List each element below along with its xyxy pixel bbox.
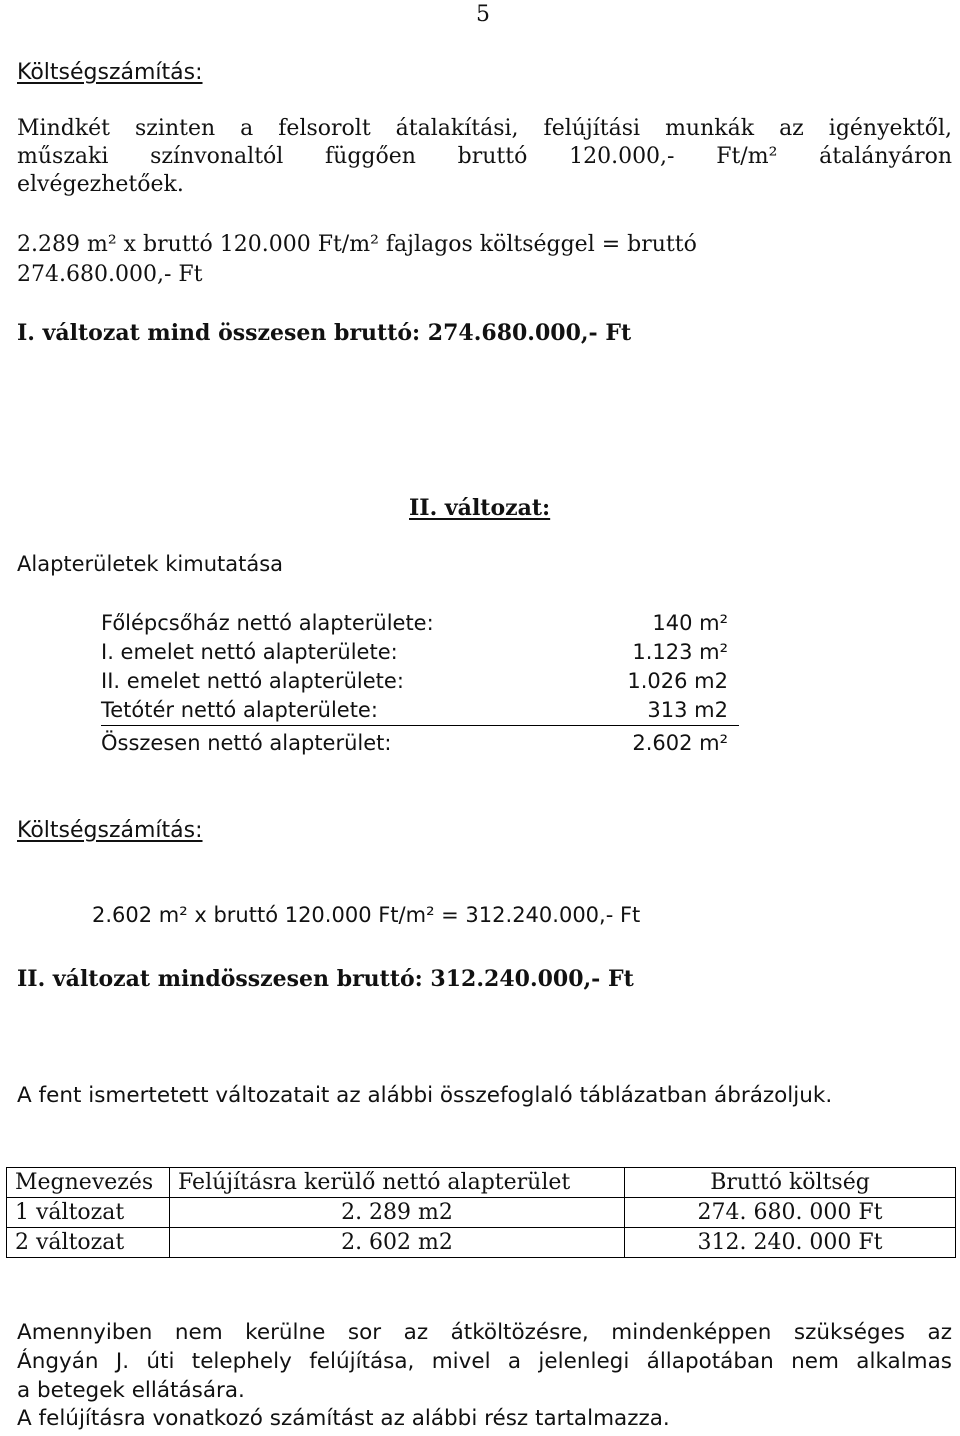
- table-header-row: [7, 1168, 956, 1198]
- area-label-attic: Tetótér nettó alapterülete:: [101, 698, 378, 722]
- table-cell: 1 változat: [7, 1198, 170, 1228]
- table-cell: 2. 602 m2: [170, 1228, 625, 1258]
- variant-2-title: II. változat:: [409, 495, 551, 521]
- intro-paragraph-line-1: Mindkét szinten a felsorolt átalakítási, felújítási munkák az igényektől,: [17, 116, 952, 141]
- area-label-stairwell: Főlépcsőház nettó alapterülete:: [101, 611, 434, 635]
- cost-calc-2: 2.602 m² x bruttó 120.000 Ft/m² = 312.240.000,- Ft: [92, 903, 641, 927]
- table-header-cell: Felújításra kerülő nettó alapterület: [170, 1168, 625, 1198]
- areas-heading: Alapterületek kimutatása: [17, 552, 284, 576]
- closing-line-3: a betegek ellátására.: [17, 1378, 245, 1403]
- variant-1-total: I. változat mind összesen bruttó: 274.680.000,- Ft: [17, 320, 632, 346]
- table-cell: 2 változat: [7, 1228, 170, 1258]
- table-cell: 2. 289 m2: [170, 1198, 625, 1228]
- table-header-cell: Bruttó költség: [625, 1168, 956, 1198]
- summary-table: [6, 1167, 956, 1258]
- area-value-floor-2: 1.026 m2: [627, 669, 728, 693]
- table-cell: 312. 240. 000 Ft: [625, 1228, 956, 1258]
- calc-line-1: 2.289 m² x bruttó 120.000 Ft/m² fajlagos költséggel = bruttó: [17, 232, 697, 257]
- calc-line-2: 274.680.000,- Ft: [17, 262, 203, 287]
- area-label-floor-2: II. emelet nettó alapterülete:: [101, 669, 404, 693]
- sum-divider: [101, 725, 739, 726]
- table-header-cell: Megnevezés: [7, 1168, 170, 1198]
- page-number: 5: [476, 2, 490, 27]
- table-row: [7, 1198, 956, 1228]
- closing-line-4: A felújításra vonatkozó számítást az alábbi rész tartalmazza.: [17, 1406, 670, 1431]
- closing-line-1: Amennyiben nem kerülne sor az átköltözésre, mindenképpen szükséges az: [17, 1320, 952, 1345]
- area-value-attic: 313 m2: [647, 698, 728, 722]
- intro-paragraph-line-2: műszaki színvonaltól függően bruttó 120.000,- Ft/m² átalányáron: [17, 144, 952, 169]
- area-value-stairwell: 140 m²: [652, 611, 728, 635]
- area-value-floor-1: 1.123 m²: [632, 640, 728, 664]
- summary-intro: A fent ismertetett változatait az alábbi összefoglaló táblázatban ábrázoljuk.: [17, 1083, 833, 1108]
- variant-2-total: II. változat mindösszesen bruttó: 312.240.000,- Ft: [17, 966, 634, 992]
- area-label-total: Összesen nettó alapterület:: [101, 731, 392, 755]
- closing-line-2: Ángyán J. úti telephely felújítása, mivel a jelenlegi állapotában nem alkalmas: [17, 1349, 952, 1374]
- cost-heading-2: Költségszámítás:: [17, 818, 203, 843]
- area-value-total: 2.602 m²: [632, 731, 728, 755]
- table-cell: 274. 680. 000 Ft: [625, 1198, 956, 1228]
- intro-paragraph-line-3: elvégezhetőek.: [17, 172, 184, 197]
- cost-heading-1: Költségszámítás:: [17, 60, 203, 85]
- table-row: [7, 1228, 956, 1258]
- area-label-floor-1: I. emelet nettó alapterülete:: [101, 640, 398, 664]
